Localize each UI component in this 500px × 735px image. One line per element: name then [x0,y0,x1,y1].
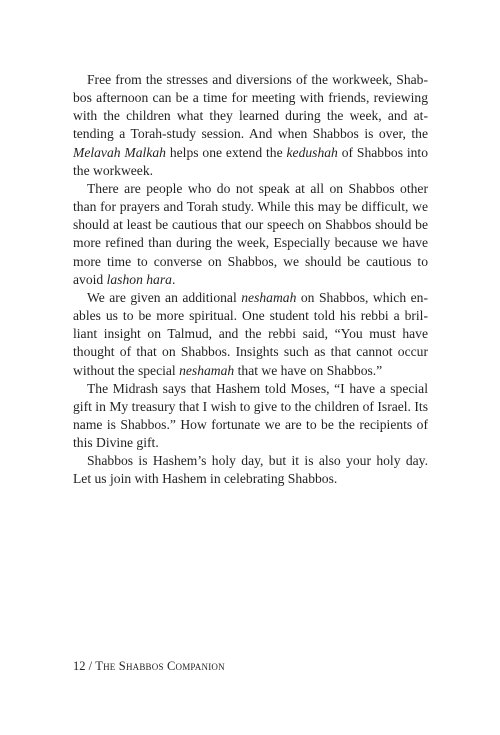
footer-separator: / [88,659,93,673]
text-run: Shabbos is Hashem’s holy day, but it is also your holy day. Let us join with Hashem in celebrating Shabbos. [73,453,428,487]
italic-term: kedushah [286,144,338,160]
text-run: There are people who do not speak at all on Shabbos other than for prayers and Torah study. While this may be difficult, we should at least be cautious that our speech on Shabbos should be more refined than during the week, Especially because we have more time to converse on Shabbos, we should be cautious to avoid [73,180,428,287]
text-run: on Shabbos, which enables us to be more spiritual. One student told his rebbi a brilliant insight on Talmud, and the rebbi said, “You must have thought of that on Shabbos. Insights such as that cannot occur without the special [73,289,428,378]
paragraph [73,180,428,289]
text-run: The Midrash says that Hashem told Moses, “I have a special gift in My treasury that I wish to give to the children of Israel. Its name is Shabbos.” How fortunate we are to be the recipients of this Divine gift. [73,380,428,451]
italic-term: neshamah [179,362,235,378]
text-run: that we have on Shabbos.” [234,362,383,378]
page-number: 12 [73,659,86,673]
body-text [73,71,428,489]
paragraph [73,380,428,453]
paragraph [73,71,428,180]
italic-term: lashon hara [106,271,172,287]
text-run: helps one extend the [165,144,287,160]
text-run: . [171,271,176,287]
running-title: The Shabbos Companion [95,659,225,673]
paragraph [73,289,428,380]
page-footer [73,658,225,674]
paragraph [73,452,428,488]
text-run: of Shabbos into the workweek. [73,144,429,178]
italic-term: Melavah Malkah [73,144,166,160]
text-run: Free from the stresses and diversions of the workweek, Shabbos afternoon can be a time for meeting with friends, reviewing with the children what they learned during the week, and attending a Torah-study session. And when Shabbos is over, the [73,72,428,142]
italic-term: neshamah [241,289,297,305]
text-run: We are given an additional [87,289,242,305]
